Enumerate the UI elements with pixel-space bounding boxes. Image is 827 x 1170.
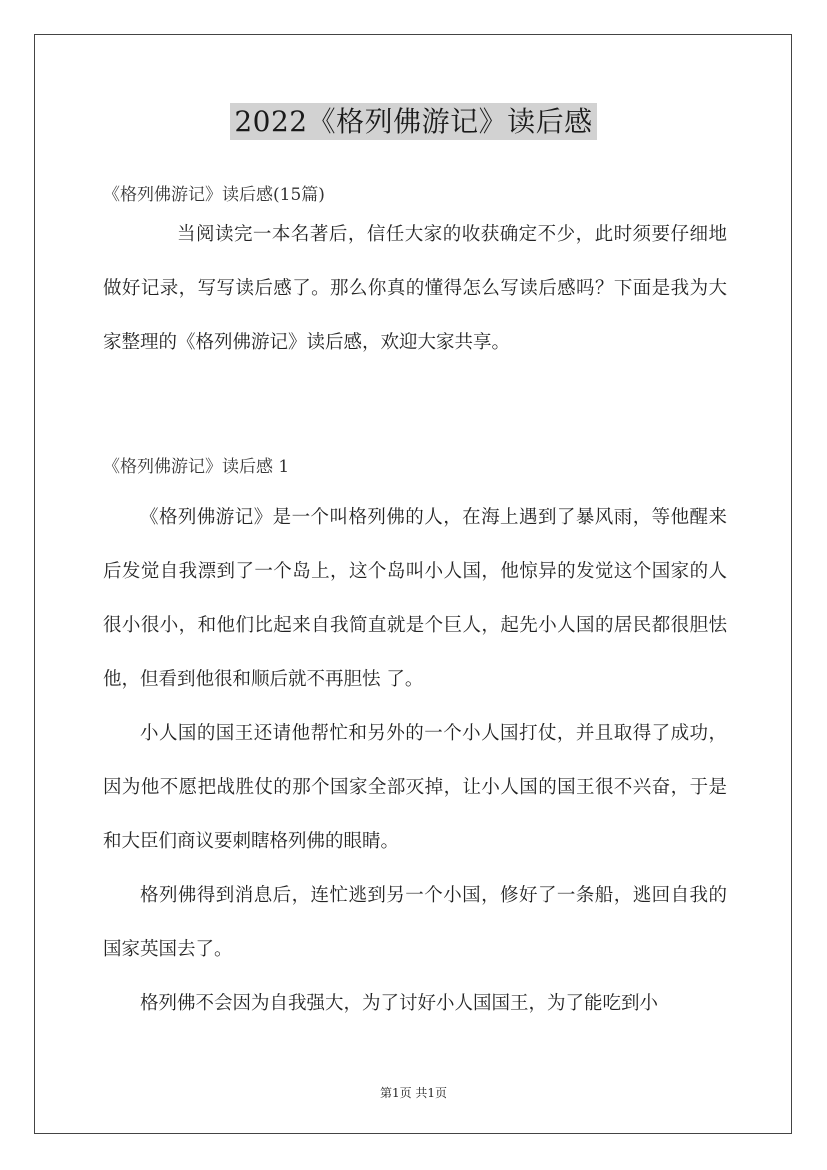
document-title: 2022《格列佛游记》读后感 — [230, 103, 596, 140]
document-title-wrap — [0, 100, 827, 140]
body-paragraph: 《格列佛游记》是一个叫格列佛的人，在海上遇到了暴风雨，等他醒来后发觉自我漂到了一个岛上，这个岛叫小人国，他惊异的发觉这个国家的人很小很小，和他们比起来自我简直就是个巨人，起先小人国的居民都很胆怯 他，但看到他很和顺后就不再胆怯 了。 — [103, 507, 727, 690]
intro-paragraph: 当阅读完一本名著后，信任大家的收获确定不少，此时须要仔细地做好记录，写写读后感了。那么你真的懂得怎么写读后感吗？下面是我为大家整理的《格列佛游记》读后感，欢迎大家共享。 — [103, 224, 727, 353]
body-paragraph: 小人国的国王还请他帮忙和另外的一个小人国打仗，并且取得了成功，因为他不愿把战胜仗的那个国家全部灭掉，让小人国的国王很不兴奋，于是和大臣们商议要刺瞎格列佛的眼睛。 — [103, 723, 727, 852]
section-heading: 《格列佛游记》读后感 1 — [103, 457, 290, 477]
body-paragraph: 格列佛不会因为自我强大，为了讨好小人国国王，为了能吃到小 — [140, 993, 659, 1014]
page-footer: 第1页 共1页 — [379, 1086, 448, 1100]
document-subtitle: 《格列佛游记》读后感(15篇) — [103, 185, 325, 205]
body-paragraph: 格列佛得到消息后，连忙逃到另一个小国，修好了一条船，逃回自我的国家英国去了。 — [103, 885, 727, 960]
